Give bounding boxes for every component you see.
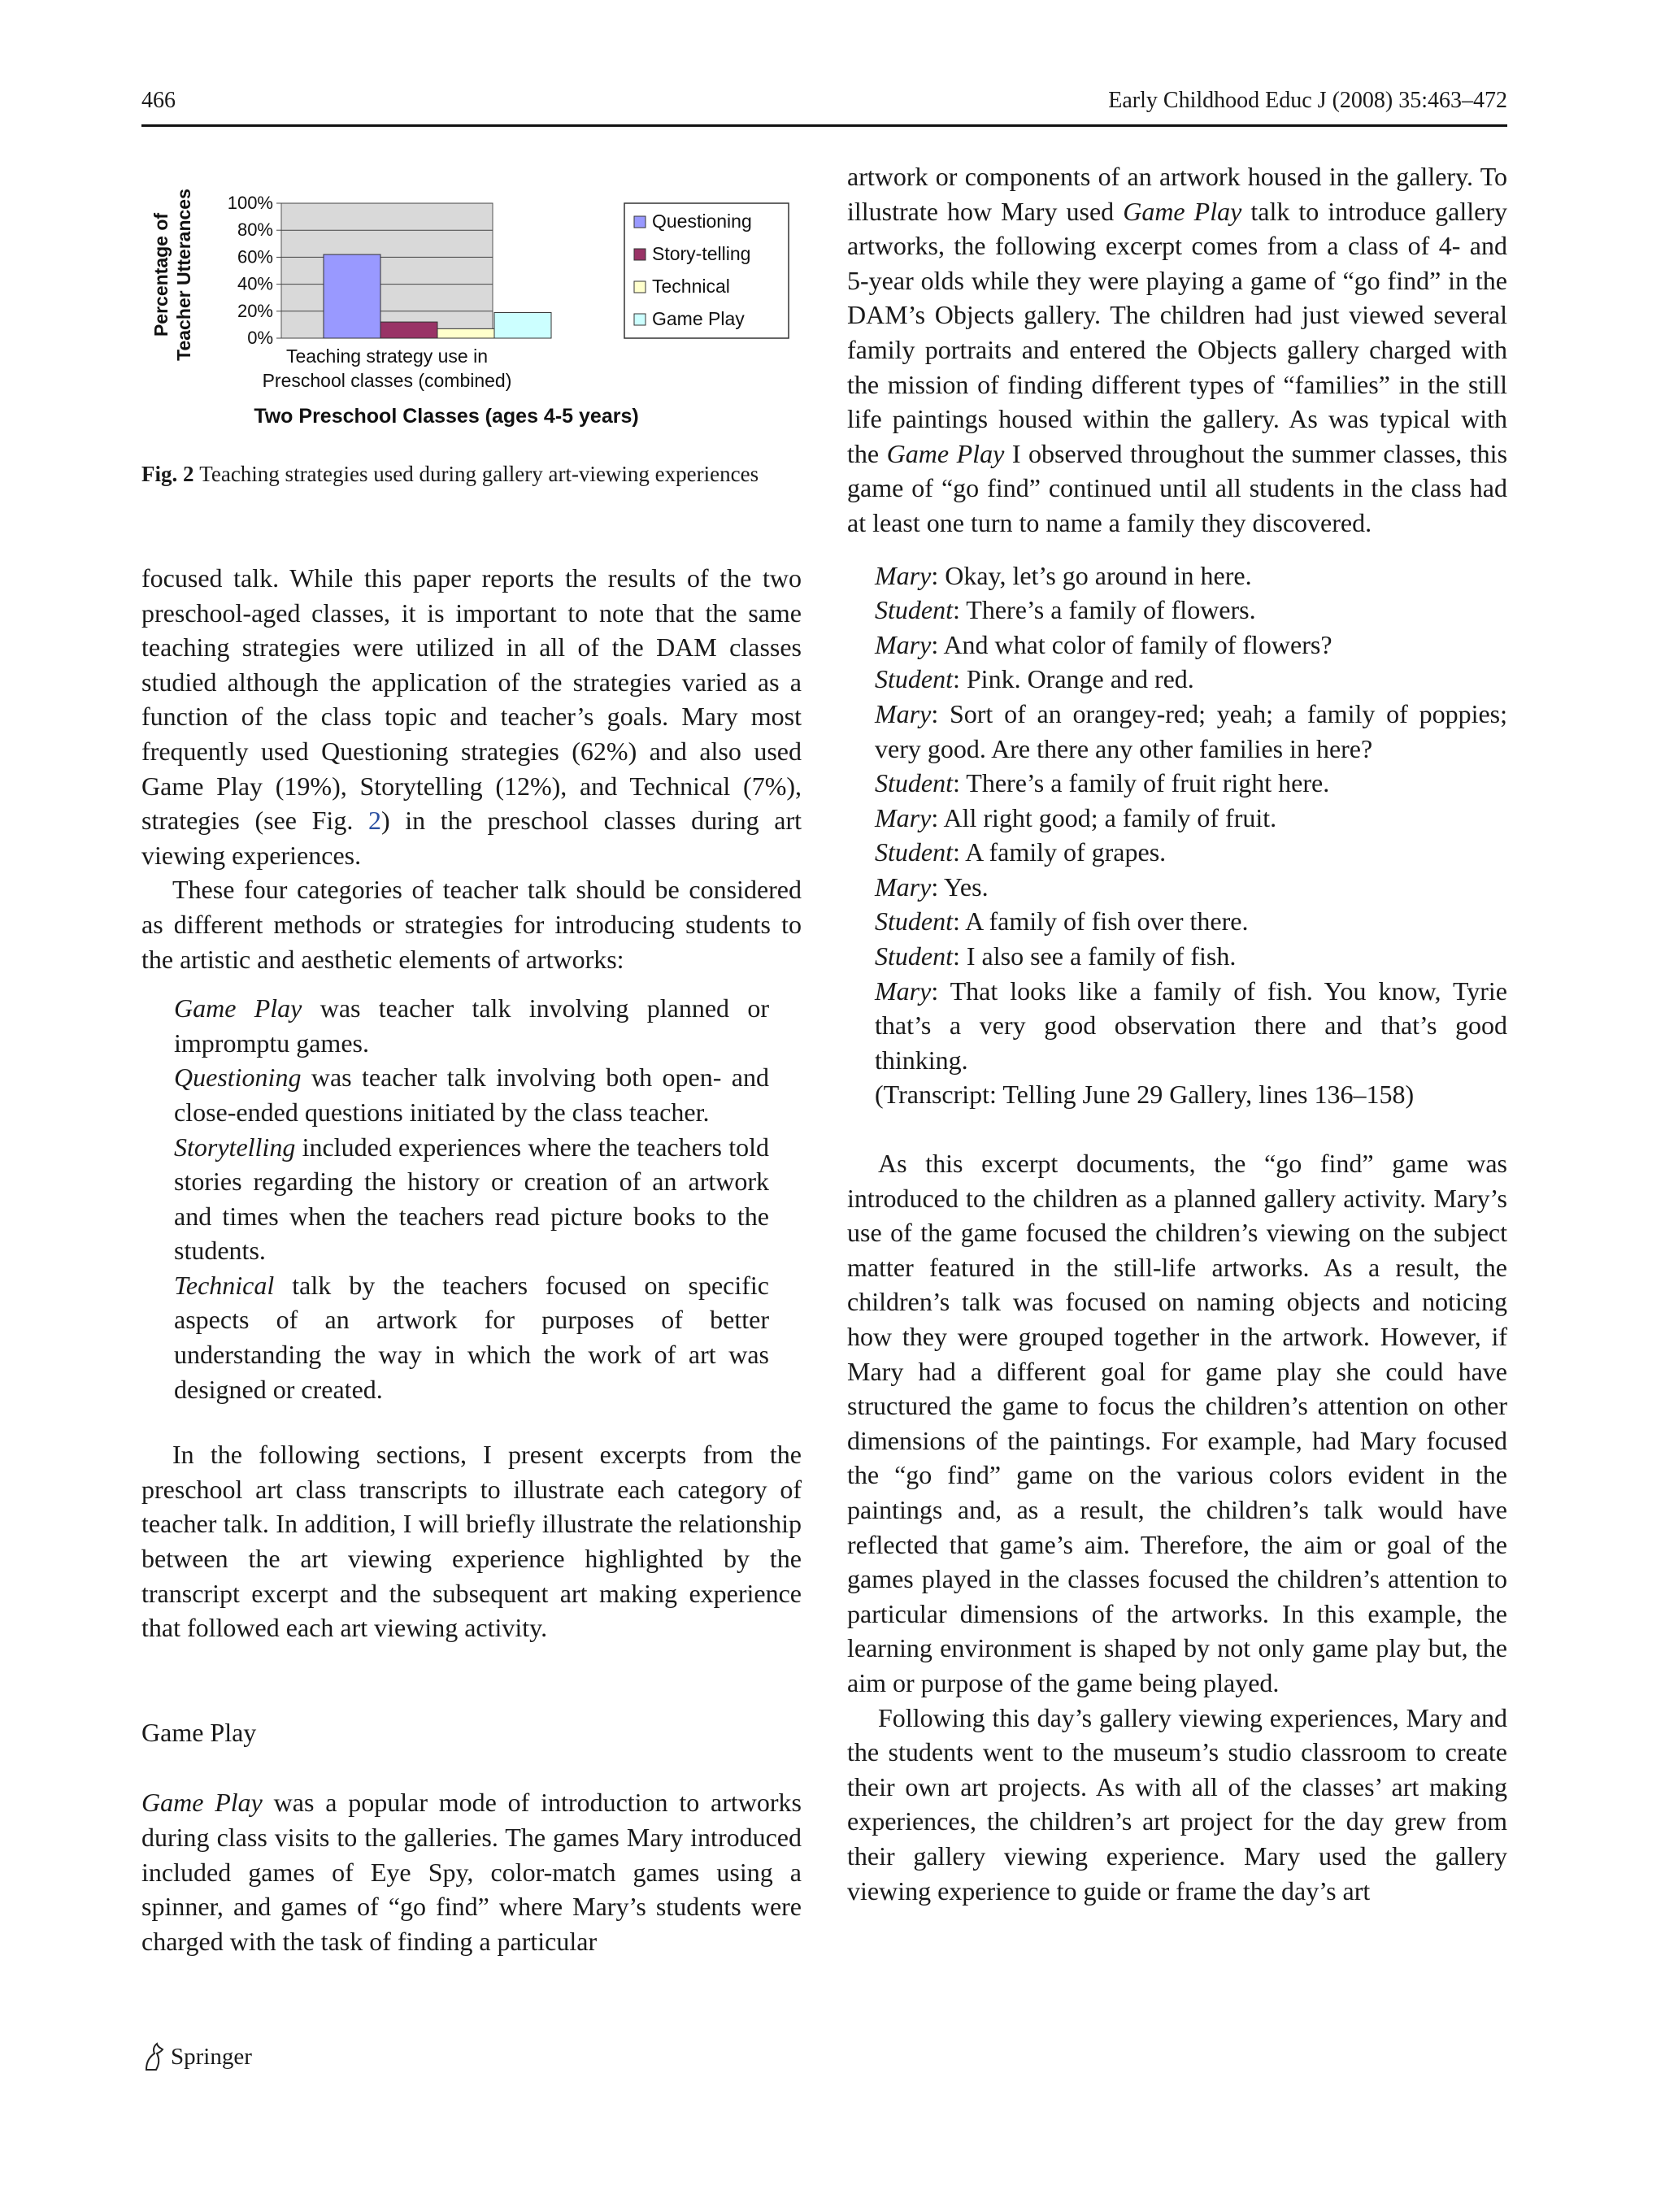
utterance: : All right good; a family of fruit. xyxy=(931,802,1277,832)
y-tick-label: 0% xyxy=(247,328,273,348)
speaker: Mary xyxy=(875,976,932,1006)
y-ticks xyxy=(228,193,281,348)
utterance: : I also see a family of fish. xyxy=(952,941,1237,971)
journal-citation: Early Childhood Educ J (2008) 35:463–472 xyxy=(1108,88,1507,113)
left-column xyxy=(141,561,802,1958)
paragraph-text: artwork or components of an artwork housed in the gallery. To illustrate how Mary used xyxy=(847,162,1507,226)
utterance: : There’s a family of flowers. xyxy=(952,595,1256,625)
y-axis-label xyxy=(150,189,194,361)
page-number: 466 xyxy=(141,88,176,113)
paragraph: Following this day’s gallery viewing experiences, Mary and the students went to the museum’s studio classroom to create their own art projects. As with all of the classes’ art making experiences, the children’s art project for the day grew from their gallery viewing experience. Mary used the gallery viewing experience to guide or frame the day’s art xyxy=(847,1702,1507,1906)
running-head xyxy=(141,88,1507,120)
paragraph-text: was a popular mode of introduction to artworks during class visits to the galleries. The games Mary introduced included games of Eye Spy, color-match games using a spinner, and games of “go find” where Mary’s students were charged with the task of finding a particular xyxy=(141,1788,802,1956)
speaker: Mary xyxy=(875,698,932,728)
utterance: : A family of fish over there. xyxy=(952,906,1249,937)
transcript-line xyxy=(875,801,1507,836)
figure-caption-text: Teaching strategies used during gallery art-viewing experiences xyxy=(199,462,759,486)
speaker: Mary xyxy=(875,560,932,590)
legend-swatch xyxy=(634,314,646,325)
paragraph-text: talk to introduce gallery artworks, the following excerpt comes from a class of 4- and 5-year olds while they were playing a game of “go find” in the DAM’s Objects gallery. The children had just viewed several family portraits and entered the Objects gallery charged with the mission of finding different types of “families” in the still life paintings housed within the gallery. As was typical with the xyxy=(847,196,1508,468)
definition-list xyxy=(174,991,769,1406)
definition-term: Technical xyxy=(174,1270,275,1300)
paragraph-text: I observed throughout the summer classes, this game of “go find” continued until all students in the class had at least one turn to name a family they discovered. xyxy=(847,438,1508,537)
utterance: : There’s a family of fruit right here. xyxy=(952,768,1330,798)
legend-entry: Story-telling xyxy=(652,243,751,264)
transcript-line xyxy=(875,662,1507,697)
paragraph: As this excerpt documents, the “go find” game was introduced to the children as a planned gallery activity. Mary’s use of the game focused the children’s viewing on the subject matter featured in the still-life artworks. As a result, the children’s talk was focused on naming objects and noticing how they were grouped together in the artwork. However, if Mary had a different goal for game play she could have structured the game to focus the children’s attention on other dimensions of the paintings. For example, had Mary focused the “go find” game on the various colors evident in the paintings and, as a result, the children’s talk would have reflected that game’s aim. Therefore, the aim or goal of the games played in the classes focused the children’s attention to particular dimensions of the artworks. In this example, the learning environment is shaped by not only game play but, the aim or purpose of the game being played. xyxy=(847,1149,1507,1697)
y-axis-label-line: Teacher Utterances xyxy=(173,189,194,361)
definition-item xyxy=(174,1130,769,1268)
legend-swatch xyxy=(634,281,646,293)
speaker: Student xyxy=(875,906,953,937)
utterance: : Pink. Orange and red. xyxy=(952,664,1194,694)
legend-entry: Questioning xyxy=(652,211,752,232)
transcript-line xyxy=(875,697,1507,766)
speaker: Student xyxy=(875,768,953,798)
utterance: : That looks like a family of fish. You know, Tyrie that’s a very good observation there and that’s good thinking. xyxy=(875,976,1507,1075)
transcript-line xyxy=(875,974,1507,1078)
paragraph xyxy=(847,159,1507,541)
definition-text: talk by the teachers focused on specific aspects of an artwork for purposes of better understanding the way in which the work of art was designed or created. xyxy=(174,1270,769,1404)
publisher-logo xyxy=(141,2039,252,2075)
paragraph-text: ) in the preschool classes during art viewing experiences. xyxy=(141,806,802,870)
utterance: : Okay, let’s go around in here. xyxy=(931,560,1252,590)
paragraph: In the following sections, I present excerpts from the preschool art class transcripts to illustrate each category of teacher talk. In addition, I will briefly illustrate the relationship between the art viewing experience highlighted by the transcript excerpt and the subsequent art making experience that followed each art viewing activity. xyxy=(141,1440,802,1643)
bar-chart xyxy=(141,163,802,455)
definition-text: was teacher talk involving planned or impromptu games. xyxy=(174,993,770,1058)
x-axis-label xyxy=(263,345,512,391)
y-axis-label-line: Percentage of xyxy=(150,212,172,337)
speaker: Student xyxy=(875,837,953,867)
definition-item xyxy=(174,1268,769,1406)
right-column xyxy=(847,159,1507,1908)
figure-caption-label: Fig. 2 xyxy=(141,462,194,486)
definition-text: included experiences where the teachers told stories regarding the history or creation of an artwork and times when the teachers read picture books to the students. xyxy=(174,1132,769,1266)
utterance: : A family of grapes. xyxy=(952,837,1167,867)
paragraph-text: focused talk. While this paper reports the results of the two preschool-aged classes, it is important to note that the same teaching strategies were utilized in all of the DAM classes studied although the application of the strategies varied as a function of the class topic and teacher’s goals. Mary most frequently used Questioning strategies (62%) and also used Game Play (19%), Storytelling (12%), and Technical (7%), strategies (see Fig. xyxy=(141,563,802,836)
bar-questioning xyxy=(324,254,380,338)
definition-term: Game Play xyxy=(174,993,302,1023)
emphasis-term: Game Play xyxy=(886,438,1005,468)
emphasis-term: Game Play xyxy=(141,1788,263,1818)
definition-item xyxy=(174,1060,769,1129)
transcript-line xyxy=(875,870,1507,905)
transcript-line xyxy=(875,766,1507,801)
transcript-line xyxy=(875,558,1507,593)
speaker: Mary xyxy=(875,871,932,902)
springer-horse-icon xyxy=(141,2042,166,2071)
transcript-line xyxy=(875,628,1507,663)
y-tick-label: 80% xyxy=(237,219,273,241)
transcript-line xyxy=(875,939,1507,974)
x-axis-label-line: Teaching strategy use in xyxy=(285,345,489,367)
transcript-source: (Transcript: Telling June 29 Gallery, lines 136–158) xyxy=(875,1080,1415,1110)
figure-link[interactable]: 2 xyxy=(367,806,381,836)
bar-game-play xyxy=(494,312,551,338)
transcript-line xyxy=(875,593,1507,628)
y-tick-label: 20% xyxy=(237,300,273,321)
speaker: Mary xyxy=(875,629,932,659)
definition-text: was teacher talk involving both open- and close-ended questions initiated by the class teacher. xyxy=(174,1063,769,1127)
definition-item xyxy=(174,991,769,1060)
transcript-excerpt xyxy=(875,558,1507,1113)
figure-caption xyxy=(141,460,802,488)
speaker: Student xyxy=(875,595,953,625)
legend-entry: Technical xyxy=(652,276,730,297)
publisher-name: Springer xyxy=(171,2043,252,2070)
y-tick-label: 40% xyxy=(237,273,273,294)
definition-term: Questioning xyxy=(174,1063,302,1093)
definition-term: Storytelling xyxy=(174,1132,296,1162)
y-tick-label: 100% xyxy=(227,193,273,213)
utterance: : Sort of an orangey-red; yeah; a family of poppies; very good. Are there any other families in here? xyxy=(875,698,1507,763)
paragraph: These four categories of teacher talk should be considered as different methods or strategies for introducing students to the artistic and aesthetic elements of artworks: xyxy=(141,875,802,974)
speaker: Mary xyxy=(875,802,932,832)
speaker: Student xyxy=(875,664,953,694)
plot-area xyxy=(281,203,493,338)
paragraph xyxy=(141,1785,802,1958)
transcript-line xyxy=(875,835,1507,870)
chart-title: Two Preschool Classes (ages 4-5 years) xyxy=(254,405,639,428)
transcript-line xyxy=(875,904,1507,939)
speaker: Student xyxy=(875,941,953,971)
x-axis-label-line: Preschool classes (combined) xyxy=(262,370,512,391)
legend-swatch xyxy=(634,249,646,260)
emphasis-term: Game Play xyxy=(1123,196,1242,226)
section-heading: Game Play xyxy=(141,1717,257,1747)
header-rule xyxy=(141,124,1507,127)
paragraph xyxy=(141,561,802,872)
legend-swatch xyxy=(634,216,646,228)
bar-story-telling xyxy=(380,322,437,338)
legend-entry: Game Play xyxy=(652,308,745,329)
utterance: : Yes. xyxy=(931,871,989,902)
bar-technical xyxy=(437,328,494,338)
utterance: : And what color of family of flowers? xyxy=(931,629,1332,659)
y-tick-label: 60% xyxy=(237,246,273,267)
chart-legend xyxy=(624,203,789,338)
